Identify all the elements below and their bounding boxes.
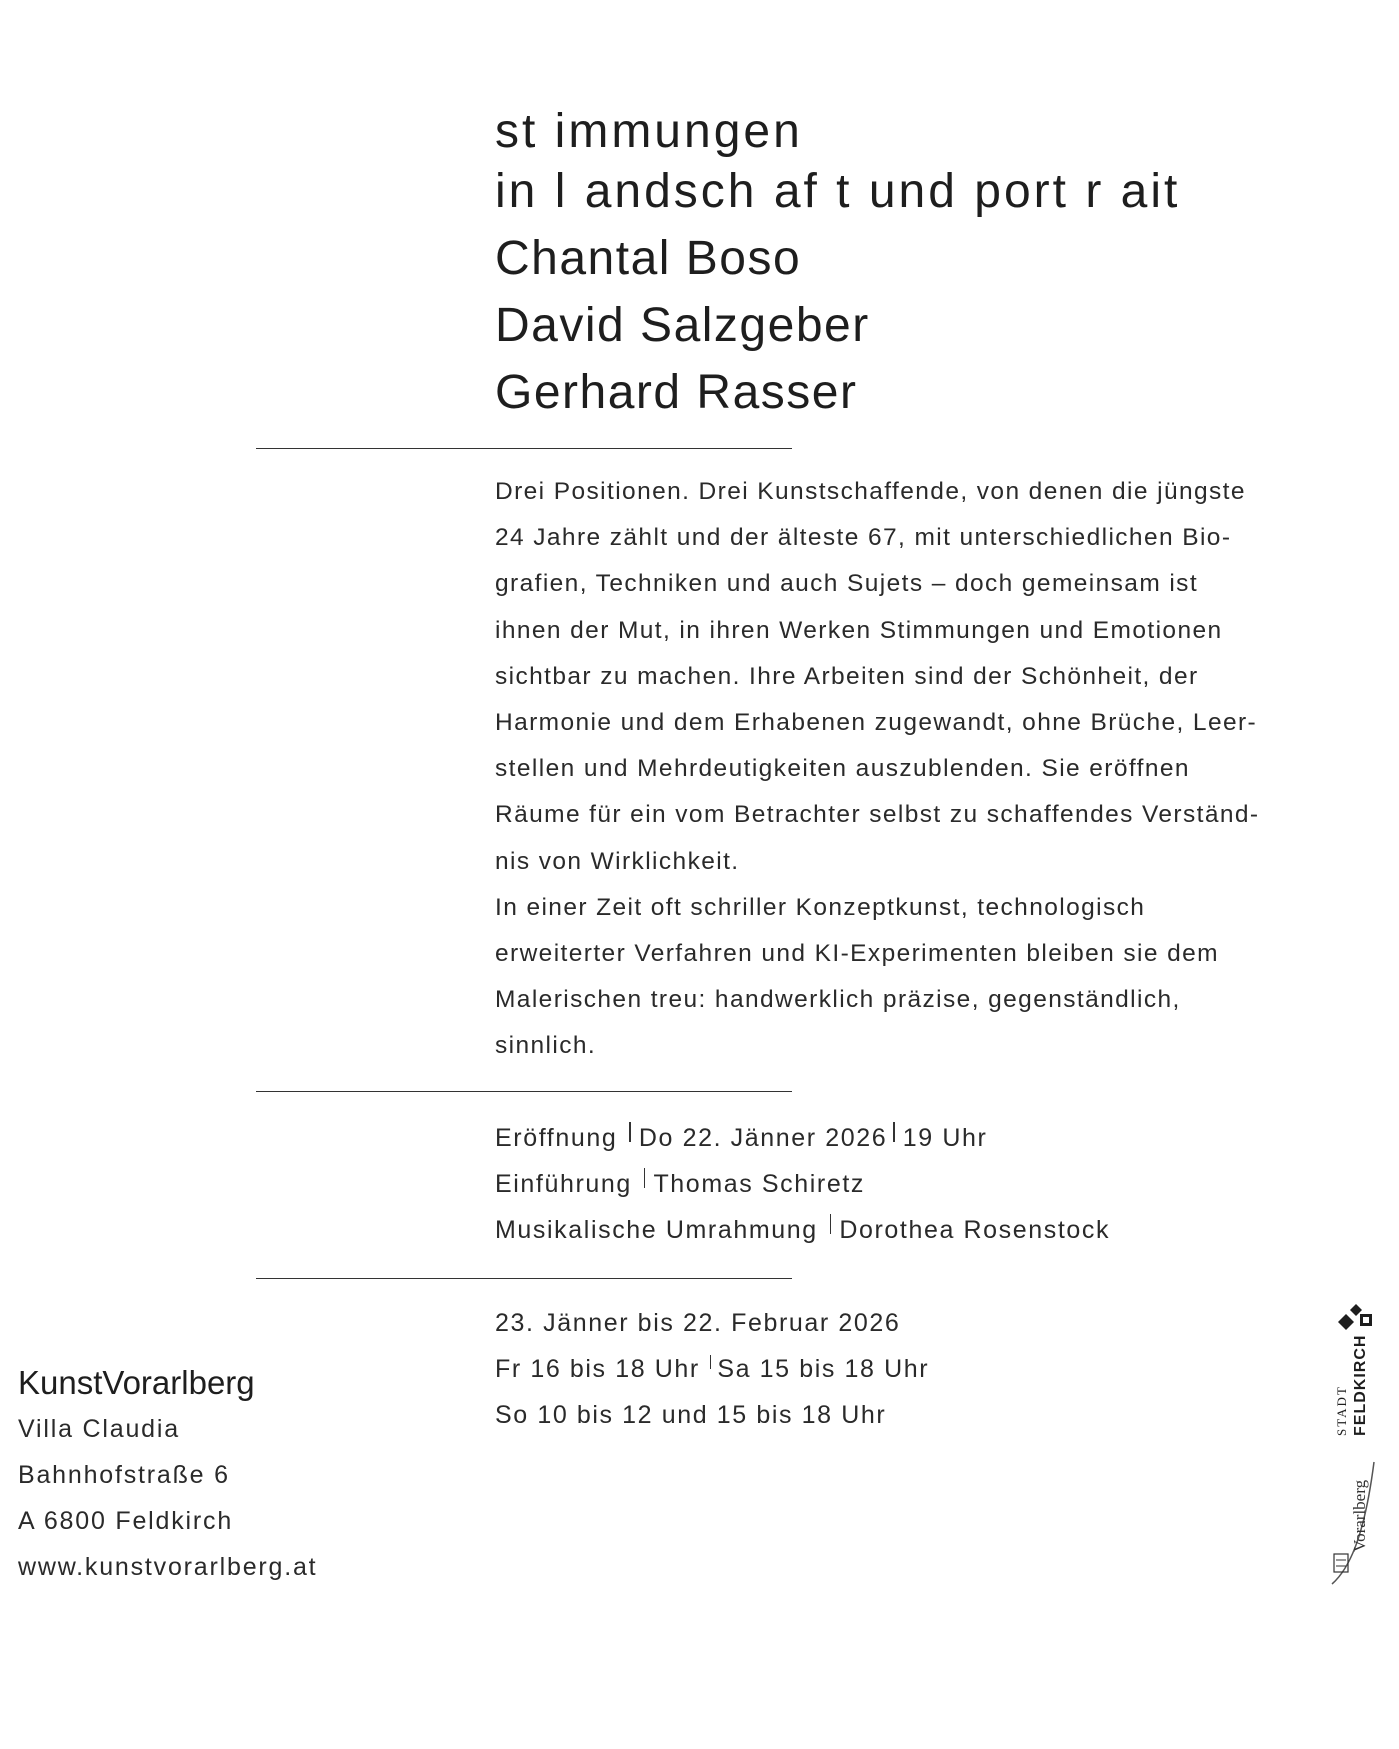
vorarlberg-label: Vorarlberg (1350, 1479, 1369, 1552)
divider-1 (256, 448, 792, 449)
description-line: 24 Jahre zählt und der älteste 67, mit unterschiedlichen Bio- (495, 524, 1232, 552)
music-name: Dorothea Rosenstock (839, 1216, 1111, 1244)
duration-range: 23. Jänner bis 22. Februar 2026 (495, 1309, 901, 1337)
opening-time: 19 Uhr (902, 1124, 988, 1152)
description-line: Harmonie und dem Erhabenen zugewandt, ohne Brüche, Leer- (495, 709, 1258, 737)
street-address: Bahnhofstraße 6 (18, 1461, 230, 1489)
feldkirch-emblem-icon (1330, 1300, 1378, 1330)
feldkirch-label: FELDKIRCH (1352, 1334, 1369, 1436)
separator (710, 1355, 712, 1369)
website-link[interactable]: www.kunstvorarlberg.at (18, 1553, 318, 1581)
hours-saturday: Sa 15 bis 18 Uhr (717, 1355, 930, 1383)
title-line-2: in l andsch af t und port r ait (495, 165, 1181, 218)
title-line-1: st immungen (495, 105, 803, 158)
description-line: Malerischen treu: handwerklich präzise, gegenständlich, (495, 986, 1181, 1014)
description-line: ihnen der Mut, in ihren Werken Stimmungen und Emotionen (495, 616, 1223, 644)
organization-name: KunstVorarlberg (18, 1364, 255, 1401)
city-address: A 6800 Feldkirch (18, 1507, 234, 1535)
description-line: stellen und Mehrdeutigkeiten auszublenden. Sie eröffnen (495, 755, 1190, 783)
opening-label: Eröffnung (495, 1124, 618, 1152)
stadt-label: STADT (1334, 1385, 1349, 1436)
opening-line (495, 1124, 987, 1153)
artist-name: Chantal Boso (495, 232, 802, 285)
introduction-line (495, 1170, 865, 1199)
description-line: sichtbar zu machen. Ihre Arbeiten sind der Schönheit, der (495, 662, 1199, 690)
music-line (495, 1216, 1110, 1245)
description-line: Drei Positionen. Drei Kunstschaffende, von denen die jüngste (495, 478, 1246, 505)
description-line: nis von Wirklichkeit. (495, 847, 740, 875)
hours-sunday: So 10 bis 12 und 15 bis 18 Uhr (495, 1401, 887, 1429)
artist-name: Gerhard Rasser (495, 366, 858, 419)
hours-friday: Fr 16 bis 18 Uhr (495, 1355, 700, 1383)
separator (644, 1168, 646, 1188)
introduction-label: Einführung (495, 1170, 632, 1198)
artist-name: David Salzgeber (495, 299, 870, 352)
introduction-name: Thomas Schiretz (653, 1170, 865, 1198)
separator (629, 1122, 631, 1142)
separator (893, 1122, 895, 1142)
description-line: grafien, Techniken und auch Sujets – doch gemeinsam ist (495, 570, 1199, 598)
description-line: Räume für ein vom Betrachter selbst zu schaffendes Verständ- (495, 801, 1260, 829)
divider-2 (256, 1091, 792, 1092)
opening-hours-weekdays (495, 1355, 929, 1384)
description (495, 469, 1355, 1070)
feldkirch-logo (1330, 1300, 1378, 1440)
venue-name: Villa Claudia (18, 1415, 180, 1443)
music-label: Musikalische Umrahmung (495, 1216, 818, 1244)
divider-3 (256, 1278, 792, 1279)
description-line: sinnlich. (495, 1032, 597, 1060)
vorarlberg-logo (1328, 1460, 1380, 1585)
description-line: erweiterter Verfahren und KI-Experimenten bleiben sie dem (495, 940, 1219, 968)
separator (830, 1214, 832, 1234)
opening-date: Do 22. Jänner 2026 (638, 1124, 888, 1152)
description-line: In einer Zeit oft schriller Konzeptkunst, technologisch (495, 893, 1146, 921)
